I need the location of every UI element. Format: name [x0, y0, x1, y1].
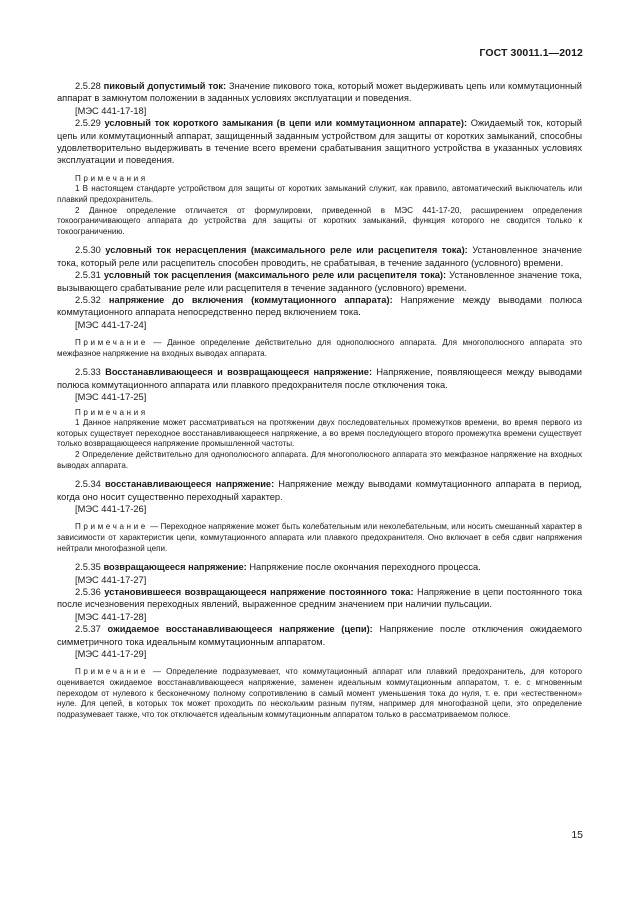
ref-2-5-35: [МЭС 441-17-27]	[75, 574, 147, 585]
ref-2-5-34: [МЭС 441-17-26]	[75, 504, 147, 515]
term-2-5-30: 2.5.30 условный ток нерасцепления (максимального реле или расцепителя тока): Установленное значение тока, который реле или расцепитель способен проводить, не срабатывая, в течение заданного (условного) времени.	[57, 245, 582, 268]
term-2-5-32: 2.5.32 напряжение до включения (коммутационного аппарата): Напряжение между выводами полюса коммутационного аппарата непосредственно перед включением тока.	[57, 295, 582, 318]
notes-label-2-5-33: Примечания	[75, 407, 148, 417]
document-body	[57, 80, 582, 720]
term-2-5-35: 2.5.35 возвращающееся напряжение: Напряжение после окончания переходного процесса.	[75, 562, 481, 573]
term-2-5-28: 2.5.28 пиковый допустимый ток: Значение пикового тока, который может выдерживать цепь или коммутационный аппарат в замкнутом положении в заданных условиях эксплуатации и поведения.	[57, 81, 583, 104]
note-2-5-33-2: 2 Определение действительно для однополюсного аппарата. Для многополюсного аппарата это межфазное напряжение на входных выводах аппарата.	[57, 450, 582, 470]
note-2-5-37: Примечание — Определение подразумевает, что коммутационный аппарат или плавкий предохранитель, для которого оценивается ожидаемое восстанавливающееся напряжение, заменен идеальным коммутационным аппаратом, т. е. с мгновенным переходом от нулевого к бесконечному полному сопротивлению в самый момент уменьшения тока до нуля, т. е. при «естественном» нуле. Для цепей, в которых ток может проходить по нескольким разным путям, например для многофазной цепи, это определение подразумевает также, что ток отключается идеальным коммутационным аппаратом только в рассматриваемом полюсе.	[57, 667, 583, 719]
term-2-5-31: 2.5.31 условный ток расцепления (максимального реле или расцепителя тока): Установленное значение тока, вызывающего срабатывание реле или расцепителя в течение заданного (условного) времени.	[57, 270, 582, 293]
note-2-5-34: Примечание — Переходное напряжение может быть колебательным или неколебательным, или носить смешанный характер в зависимости от характеристик цепи, коммутационного аппарата или плавкого предохранителя. Оно включает в себя сдвиг напряжения нейтрали многофазной цепи.	[57, 522, 583, 553]
ref-2-5-28: [МЭС 441-17-18]	[75, 105, 147, 116]
note-2-5-33-1: 1 Данное напряжение может рассматриваться на протяжении двух последовательных промежутков времени, во время первого из которых существует переходное восстанавливающееся напряжение, а во время последующего второго промежутка времени существует только возвращающееся напряжение промышленной частоты.	[57, 418, 582, 449]
term-2-5-36: 2.5.36 установившееся возвращающееся напряжение постоянного тока: Напряжение в цепи постоянного тока после исчезновения переходных явлений, выраженное средним значением при наличии пульсации.	[57, 587, 582, 610]
notes-label-2-5-29: Примечания	[75, 173, 148, 183]
ref-2-5-37: [МЭС 441-17-29]	[75, 649, 147, 660]
term-2-5-33: 2.5.33 Восстанавливающееся и возвращающееся напряжение: Напряжение, появляющееся между выводами полюса коммутационного аппарата или плавкого предохранителя после отключения тока.	[57, 367, 582, 390]
page-header: ГОСТ 30011.1—2012	[479, 47, 583, 59]
note-2-5-29-1: 1 В настоящем стандарте устройством для защиты от коротких замыканий служит, как правило, автоматический выключатель или плавкий предохранитель.	[57, 184, 582, 205]
page-number: 15	[571, 829, 583, 841]
ref-2-5-32: [МЭС 441-17-24]	[75, 319, 147, 330]
term-2-5-29: 2.5.29 условный ток короткого замыкания (в цепи или коммутационном аппарате): Ожидаемый ток, который цепь или коммутационный аппарат, защищенный заданным устройством для защиты от коротких замыканий, способны удовлетворительно выдерживать в течение всего времени срабатывания защитного устройства в указанных условиях эксплуатации и поведения.	[57, 118, 582, 166]
ref-2-5-33: [МЭС 441-17-25]	[75, 392, 147, 403]
term-2-5-34: 2.5.34 восстанавливающееся напряжение: Напряжение между выводами коммутационного аппарата в период, когда оно носит существенно переходный характер.	[57, 479, 582, 502]
term-2-5-37: 2.5.37 ожидаемое восстанавливающееся напряжение (цепи): Напряжение после отключения ожидаемого симметричного тока идеальным коммутационным аппаратом.	[57, 624, 582, 647]
ref-2-5-36: [МЭС 441-17-28]	[75, 611, 147, 622]
note-2-5-32: Примечание — Данное определение действительно для однополюсного аппарата. Для многополюсного аппарата это межфазное напряжение на входных выводах аппарата.	[57, 338, 583, 358]
note-2-5-29-2: 2 Данное определение отличается от формулировки, приведенной в МЭС 441-17-20, расширением определения токоограничивающего аппарата до устройства для защиты от коротких замыканий, функция которого не сводится только к токоограничению.	[57, 205, 582, 236]
